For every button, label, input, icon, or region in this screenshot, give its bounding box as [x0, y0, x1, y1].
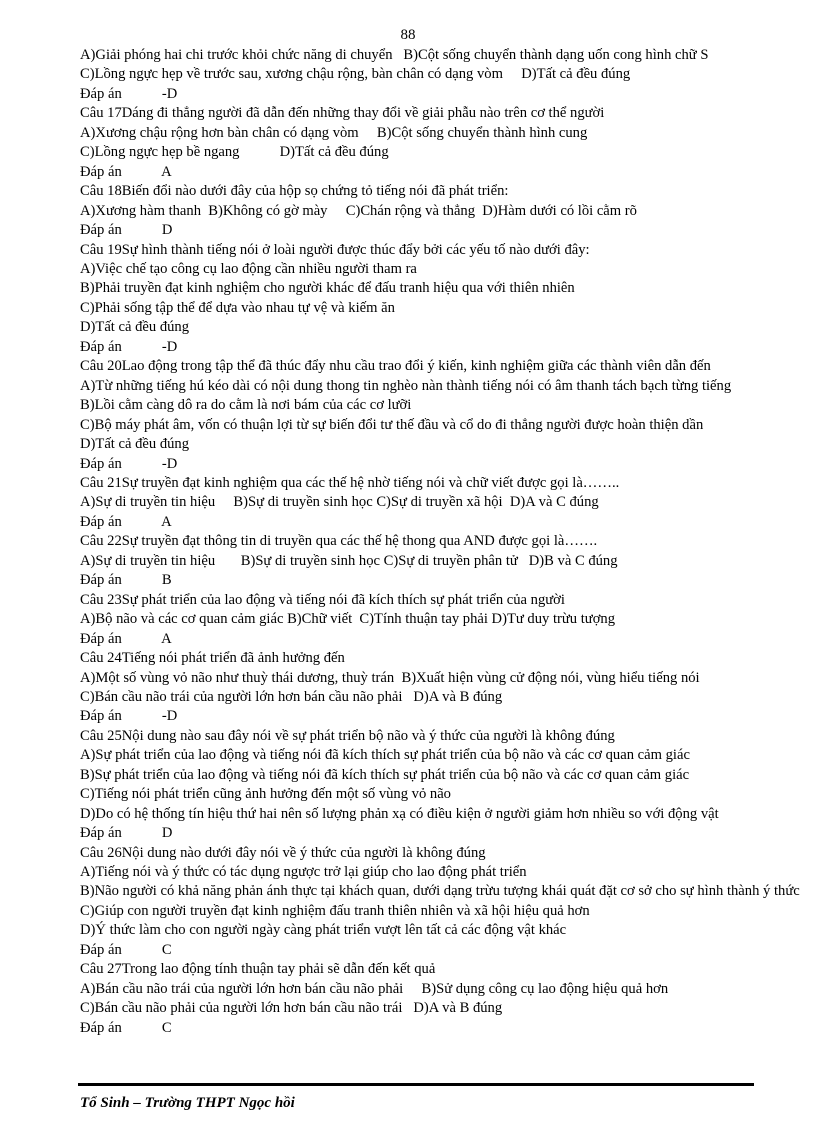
document-body — [80, 46, 800, 1038]
text-line: A)Xương hàm thanh B)Không có gờ mày C)Chán rộng và thẳng D)Hàm dưới có lồi cằm rõ — [80, 202, 637, 219]
text-line: Câu 23Sự phát triển của lao động và tiếng nói đã kích thích sự phát triển của người — [80, 591, 565, 608]
text-line: Đáp án A — [80, 163, 172, 180]
text-line: B)Sự phát triển của lao động và tiếng nói đã kích thích sự phát triển của bộ não và các cơ quan cảm giác — [80, 766, 690, 783]
text-line: A)Một số vùng vỏ não như thuỳ thái dương, thuỳ trán B)Xuất hiện vùng cử động nói, vùng hiểu tiếng nói — [80, 669, 700, 686]
text-line: Câu 18Biến đổi nào dưới đây của hộp sọ chứng tỏ tiếng nói đã phát triển: — [80, 183, 509, 200]
text-line: Câu 26Nội dung nào dưới đây nói về ý thức của người là không đúng — [80, 844, 486, 861]
text-line: A)Tiếng nói và ý thức có tác dụng ngược trở lại giúp cho lao động phát triển — [80, 864, 527, 881]
footer-divider — [78, 1083, 754, 1086]
text-line: D)Tất cả đều đúng — [80, 436, 190, 453]
text-line: D)Tất cả đều đúng — [80, 319, 190, 336]
text-line: Đáp án B — [80, 572, 172, 589]
text-line: Đáp án -D — [80, 85, 178, 102]
page-number: 88 — [400, 27, 416, 43]
text-line: Đáp án C — [80, 941, 172, 958]
text-line: B)Phải truyền đạt kinh nghiệm cho người khác để đấu tranh hiệu qua với thiên nhiên — [80, 280, 575, 297]
text-line: A)Bán cầu não trái của người lớn hơn bán cầu não phải B)Sử dụng công cụ lao động hiệu quả hơn — [80, 980, 669, 997]
text-line: D)Do có hệ thống tín hiệu thứ hai nên số lượng phản xạ có điều kiện ở người giảm hơn nhiều so với động vật — [80, 805, 719, 822]
text-line: Đáp án A — [80, 630, 172, 647]
text-line: Câu 17Dáng đi thẳng người đã dẫn đến những thay đổi về giải phẫu nào trên cơ thể người — [80, 105, 605, 122]
text-line: C)Lồng ngực hẹp về trước sau, xương chậu rộng, bàn chân có dạng vòm D)Tất cả đều đúng — [80, 66, 631, 83]
text-line: C)Bán cầu não trái của người lớn hơn bán cầu não phải D)A và B đúng — [80, 688, 503, 705]
text-line: C)Bán cầu não phải của người lớn hơn bán cầu não trái D)A và B đúng — [80, 1000, 503, 1017]
text-line: Đáp án A — [80, 513, 172, 530]
text-line: Đáp án -D — [80, 708, 178, 725]
text-line: Câu 20Lao động trong tập thể đã thúc đẩy nhu cầu trao đổi ý kiến, kinh nghiệm giữa các thành viên dẫn đến — [80, 358, 711, 375]
text-line: Câu 19Sự hình thành tiếng nói ở loài người được thúc đẩy bởi các yếu tố nào dưới đây: — [80, 241, 590, 258]
text-line: Câu 22Sự truyền đạt thông tin di truyền qua các thế hệ thong qua AND được gọi là……. — [80, 533, 598, 550]
text-line: B)Lồi cằm càng dô ra do cằm là nơi bám của các cơ lưỡi — [80, 397, 412, 414]
text-line: A)Sự di truyền tin hiệu B)Sự di truyền sinh học C)Sự di truyền xã hội D)A và C đúng — [80, 494, 599, 511]
text-line: A)Giải phóng hai chi trước khỏi chức năng di chuyển B)Cột sống chuyển thành dạng uốn cong hình chữ S — [80, 47, 709, 63]
text-line: C)Lồng ngực hẹp bề ngang D)Tất cả đều đúng — [80, 144, 389, 161]
text-line: Đáp án D — [80, 825, 173, 842]
text-line: Đáp án -D — [80, 338, 178, 355]
text-line: A)Việc chế tạo công cụ lao động cần nhiều người tham ra — [80, 260, 417, 277]
text-line: C)Giúp con người truyền đạt kinh nghiệm đấu tranh thiên nhiên và xã hội hiệu quả hơn — [80, 902, 590, 919]
text-line: Câu 27Trong lao động tính thuận tay phải sẽ dẫn đến kết quả — [80, 961, 436, 978]
text-line: Câu 21Sự truyền đạt kinh nghiệm qua các thế hệ nhờ tiếng nói và chữ viết được gọi là…….. — [80, 474, 620, 491]
text-line: C)Bộ máy phát âm, vốn có thuận lợi từ sự biến đổi tư thế đầu và cổ do đi thẳng người được hoàn thiện dần — [80, 416, 704, 433]
text-line: Đáp án D — [80, 222, 173, 239]
text-line: Câu 25Nội dung nào sau đây nói về sự phát triển bộ não và ý thức của người là không đúng — [80, 727, 615, 744]
text-line: B)Não người có khả năng phản ánh thực tại khách quan, dưới dạng trừu tượng khái quát đặt cơ sở cho sự hình thành ý thức — [80, 883, 800, 900]
text-line: C)Tiếng nói phát triển cũng ảnh hưởng đến một số vùng vỏ não — [80, 786, 451, 803]
text-line: C)Phải sống tập thể để dựa vào nhau tự vệ và kiếm ăn — [80, 299, 395, 316]
text-line: A)Xương chậu rộng hơn bàn chân có dạng vòm B)Cột sống chuyển thành hình cung — [80, 124, 588, 141]
footer-school-name: Tổ Sinh – Trường THPT Ngọc hồi — [80, 1095, 295, 1111]
text-line: Đáp án C — [80, 1019, 172, 1036]
text-line: Câu 24Tiếng nói phát triển đã ảnh hưởng đến — [80, 650, 345, 667]
text-line: A)Sự phát triển của lao động và tiếng nói đã kích thích sự phát triển của bộ não và các cơ quan cảm giác — [80, 747, 690, 764]
text-line: D)Ý thức làm cho con người ngày càng phát triển vượt lên tất cả các động vật khác — [80, 922, 567, 939]
text-line: A)Từ những tiếng hú kéo dài có nội dung thong tin nghèo nàn thành tiếng nói có âm thanh tách bạch từng tiếng — [80, 377, 732, 394]
text-line: A)Sự di truyền tin hiệu B)Sự di truyền sinh học C)Sự di truyền phân tử D)B và C đúng — [80, 552, 618, 569]
text-line: A)Bộ não và các cơ quan cảm giác B)Chữ viết C)Tính thuận tay phải D)Tư duy trừu tượng — [80, 611, 616, 628]
text-line: Đáp án -D — [80, 455, 178, 472]
